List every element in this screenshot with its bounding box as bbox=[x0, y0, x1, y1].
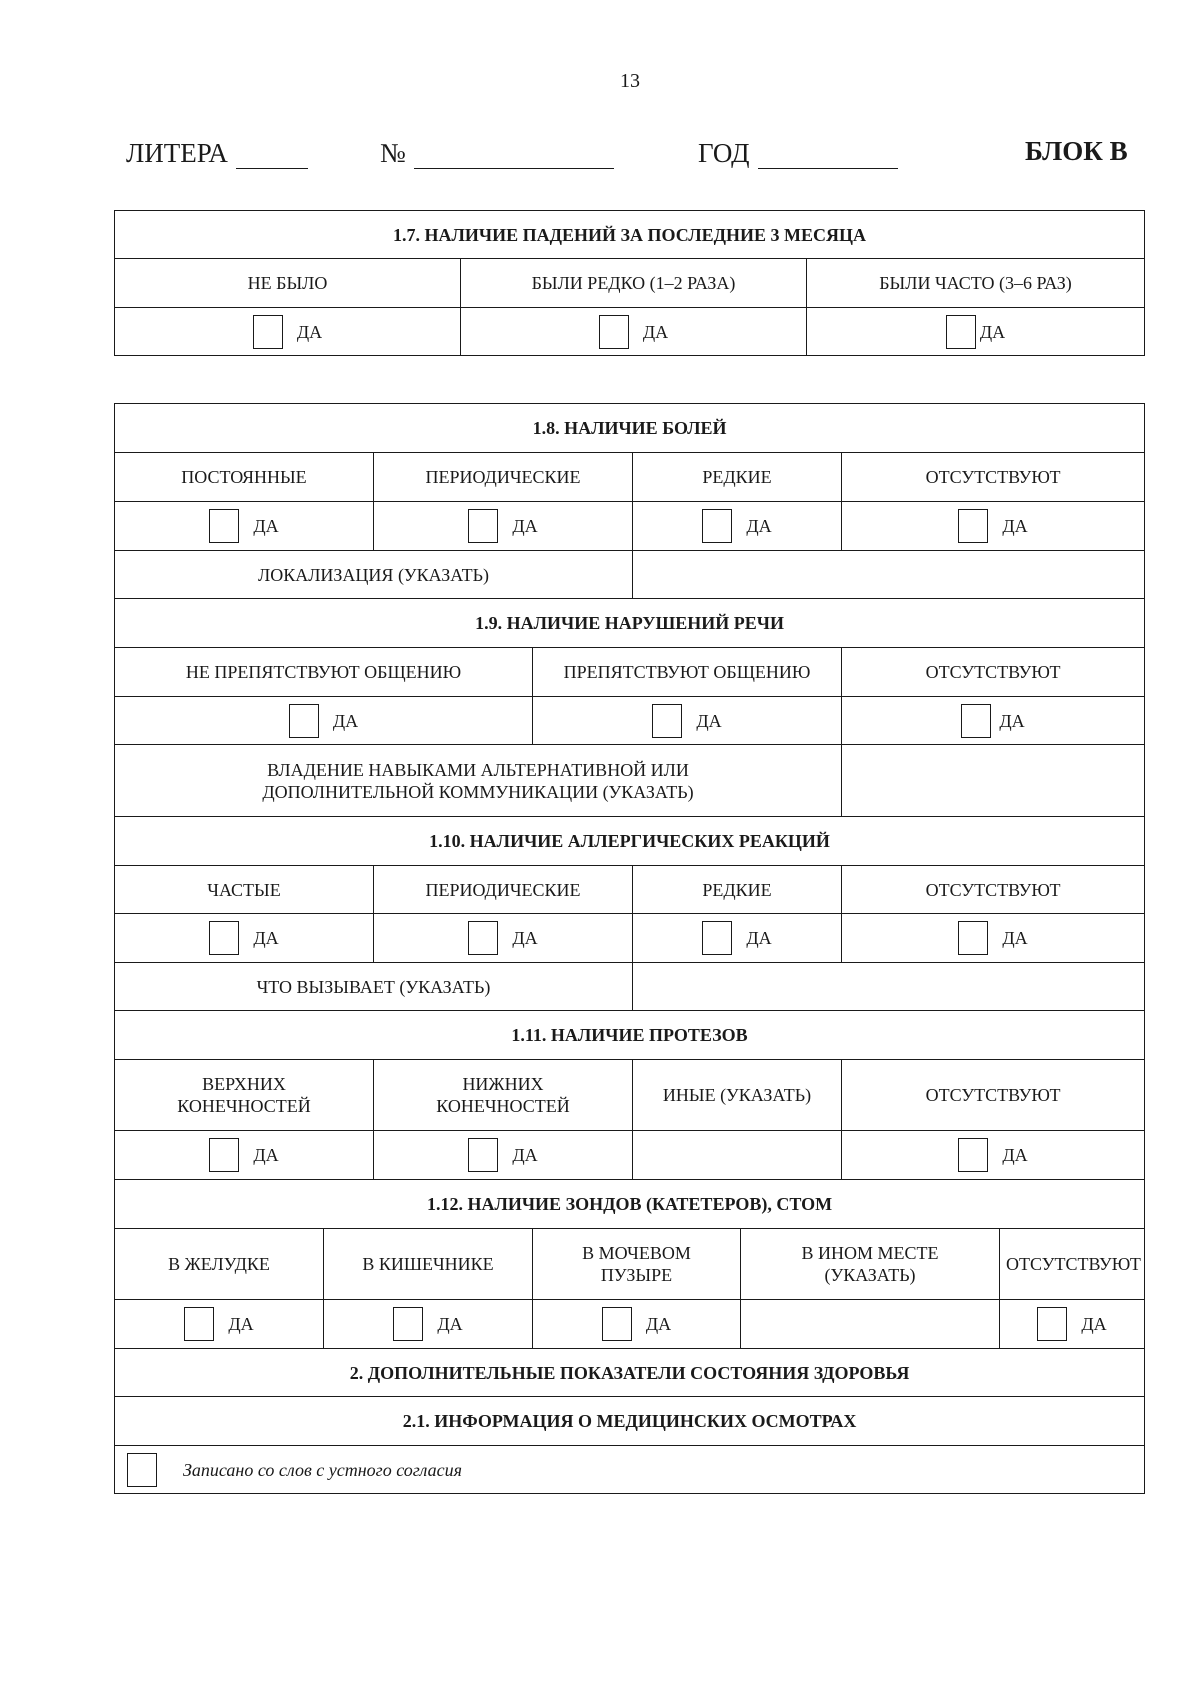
falls-table bbox=[114, 210, 1145, 356]
falls-rare-yes-cell bbox=[461, 308, 807, 356]
allergy-absent-yes-cell bbox=[842, 914, 1145, 963]
yes-label: ДА bbox=[332, 710, 359, 731]
yes-label: ДА bbox=[645, 1314, 672, 1334]
litera-blank[interactable] bbox=[236, 142, 308, 169]
litera-field bbox=[126, 138, 308, 169]
allergy-title: 1.10. НАЛИЧИЕ АЛЛЕРГИЧЕСКИХ РЕАКЦИЙ bbox=[115, 817, 1145, 866]
pain-constant-checkbox[interactable] bbox=[209, 509, 239, 543]
yes-label: ДА bbox=[999, 710, 1025, 731]
probes-bladder-checkbox[interactable] bbox=[602, 1307, 632, 1341]
probes-absent-yes-cell bbox=[1000, 1300, 1145, 1349]
allergy-cause-field[interactable] bbox=[633, 963, 1145, 1011]
yes-label: ДА bbox=[253, 928, 279, 948]
falls-option-rare: БЫЛИ РЕДКО (1–2 РАЗА) bbox=[461, 259, 807, 308]
consent-text: Записано со слов с устного согласия bbox=[183, 1459, 462, 1480]
falls-rare-checkbox[interactable] bbox=[599, 315, 629, 349]
allergy-periodic-checkbox[interactable] bbox=[468, 921, 498, 955]
yes-label: ДА bbox=[296, 321, 323, 342]
probes-stomach-checkbox[interactable] bbox=[184, 1307, 214, 1341]
pain-periodic-yes-cell bbox=[374, 502, 633, 551]
pain-constant-yes-cell bbox=[115, 502, 374, 551]
number-label: № bbox=[380, 138, 406, 168]
falls-none-yes-cell bbox=[115, 308, 461, 356]
speech-hindering-checkbox[interactable] bbox=[652, 704, 682, 738]
probes-other-line1: В ИНОМ МЕСТЕ bbox=[801, 1243, 939, 1263]
probes-option-intestine: В КИШЕЧНИКЕ bbox=[324, 1229, 533, 1300]
probes-absent-checkbox[interactable] bbox=[1037, 1307, 1067, 1341]
probes-bladder-line2: ПУЗЫРЕ bbox=[600, 1265, 673, 1285]
medical-exams-title: 2.1. ИНФОРМАЦИЯ О МЕДИЦИНСКИХ ОСМОТРАХ bbox=[115, 1397, 1145, 1446]
prosthesis-upper-line2: КОНЕЧНОСТЕЙ bbox=[177, 1096, 311, 1116]
probes-option-stomach: В ЖЕЛУДКЕ bbox=[115, 1229, 324, 1300]
yes-label: ДА bbox=[512, 516, 538, 536]
falls-option-frequent: БЫЛИ ЧАСТО (3–6 РАЗ) bbox=[807, 259, 1145, 308]
falls-option-none: НЕ БЫЛО bbox=[115, 259, 461, 308]
probes-other-field[interactable] bbox=[741, 1300, 1000, 1349]
pain-option-rare: РЕДКИЕ bbox=[633, 453, 842, 502]
prosthesis-upper-yes-cell bbox=[115, 1131, 374, 1180]
speech-absent-checkbox[interactable] bbox=[961, 704, 991, 738]
speech-option-hindering: ПРЕПЯТСТВУЮТ ОБЩЕНИЮ bbox=[533, 648, 842, 697]
probes-bladder-yes-cell bbox=[533, 1300, 741, 1349]
pain-localization-field[interactable] bbox=[633, 551, 1145, 599]
yes-label: ДА bbox=[1081, 1314, 1107, 1334]
prosthesis-upper-checkbox[interactable] bbox=[209, 1138, 239, 1172]
pain-absent-checkbox[interactable] bbox=[958, 509, 988, 543]
falls-frequent-yes-cell bbox=[807, 308, 1145, 356]
falls-none-checkbox[interactable] bbox=[253, 315, 283, 349]
allergy-frequent-yes-cell bbox=[115, 914, 374, 963]
alt-communication-label bbox=[115, 745, 842, 817]
prosthesis-option-lower bbox=[374, 1060, 633, 1131]
allergy-option-absent: ОТСУТСТВУЮТ bbox=[842, 866, 1145, 914]
speech-absent-yes-cell bbox=[842, 697, 1145, 745]
prosthesis-absent-yes-cell bbox=[842, 1131, 1145, 1180]
pain-periodic-checkbox[interactable] bbox=[468, 509, 498, 543]
allergy-option-frequent: ЧАСТЫЕ bbox=[115, 866, 374, 914]
falls-title: 1.7. НАЛИЧИЕ ПАДЕНИЙ ЗА ПОСЛЕДНИЕ 3 МЕСЯЦА bbox=[115, 211, 1145, 259]
probes-bladder-line1: В МОЧЕВОМ bbox=[582, 1243, 691, 1263]
yes-label: ДА bbox=[512, 928, 538, 948]
prosthesis-title: 1.11. НАЛИЧИЕ ПРОТЕЗОВ bbox=[115, 1011, 1145, 1060]
prosthesis-absent-checkbox[interactable] bbox=[958, 1138, 988, 1172]
allergy-option-periodic: ПЕРИОДИЧЕСКИЕ bbox=[374, 866, 633, 914]
yes-label: ДА bbox=[746, 516, 772, 536]
yes-label: ДА bbox=[253, 1145, 279, 1165]
speech-option-not-hindering: НЕ ПРЕПЯТСТВУЮТ ОБЩЕНИЮ bbox=[115, 648, 533, 697]
alt-communication-line1: ВЛАДЕНИЕ НАВЫКАМИ АЛЬТЕРНАТИВНОЙ ИЛИ bbox=[267, 759, 689, 780]
page-number: 13 bbox=[620, 70, 640, 92]
prosthesis-lower-checkbox[interactable] bbox=[468, 1138, 498, 1172]
year-blank[interactable] bbox=[758, 142, 898, 169]
speech-hindering-yes-cell bbox=[533, 697, 842, 745]
probes-stomach-yes-cell bbox=[115, 1300, 324, 1349]
additional-indicators-title: 2. ДОПОЛНИТЕЛЬНЫЕ ПОКАЗАТЕЛИ СОСТОЯНИЯ ЗДОРОВЬЯ bbox=[115, 1349, 1145, 1397]
prosthesis-option-upper bbox=[115, 1060, 374, 1131]
speech-option-absent: ОТСУТСТВУЮТ bbox=[842, 648, 1145, 697]
yes-label: ДА bbox=[696, 710, 722, 731]
speech-title: 1.9. НАЛИЧИЕ НАРУШЕНИЙ РЕЧИ bbox=[115, 599, 1145, 648]
prosthesis-option-absent: ОТСУТСТВУЮТ bbox=[842, 1060, 1145, 1131]
allergy-rare-checkbox[interactable] bbox=[702, 921, 732, 955]
probes-intestine-yes-cell bbox=[324, 1300, 533, 1349]
pain-option-constant: ПОСТОЯННЫЕ bbox=[115, 453, 374, 502]
allergy-rare-yes-cell bbox=[633, 914, 842, 963]
allergy-periodic-yes-cell bbox=[374, 914, 633, 963]
speech-not-hindering-yes-cell bbox=[115, 697, 533, 745]
yes-label: ДА bbox=[1002, 516, 1028, 536]
block-label: БЛОК В bbox=[1025, 136, 1128, 166]
prosthesis-other-field[interactable] bbox=[633, 1131, 842, 1180]
pain-option-absent: ОТСУТСТВУЮТ bbox=[842, 453, 1145, 502]
probes-option-other bbox=[741, 1229, 1000, 1300]
allergy-frequent-checkbox[interactable] bbox=[209, 921, 239, 955]
allergy-cause-label: ЧТО ВЫЗЫВАЕТ (УКАЗАТЬ) bbox=[115, 963, 633, 1011]
pain-title: 1.8. НАЛИЧИЕ БОЛЕЙ bbox=[115, 404, 1145, 453]
falls-frequent-checkbox[interactable] bbox=[946, 315, 976, 349]
number-blank[interactable] bbox=[414, 142, 614, 169]
yes-label: ДА bbox=[1002, 1145, 1028, 1165]
yes-label: ДА bbox=[253, 516, 279, 536]
probes-option-bladder bbox=[533, 1229, 741, 1300]
yes-label: ДА bbox=[642, 321, 669, 342]
year-field bbox=[698, 138, 898, 169]
litera-label: ЛИТЕРА bbox=[126, 138, 228, 168]
yes-label: ДА bbox=[228, 1314, 254, 1334]
consent-checkbox[interactable] bbox=[127, 1453, 157, 1487]
number-field bbox=[380, 138, 614, 169]
pain-rare-checkbox[interactable] bbox=[702, 509, 732, 543]
yes-label: ДА bbox=[746, 928, 772, 948]
consent-row bbox=[115, 1446, 1145, 1494]
alt-communication-line2: ДОПОЛНИТЕЛЬНОЙ КОММУНИКАЦИИ (УКАЗАТЬ) bbox=[262, 781, 694, 802]
yes-label: ДА bbox=[1002, 928, 1028, 948]
pain-option-periodic: ПЕРИОДИЧЕСКИЕ bbox=[374, 453, 633, 502]
alt-communication-field[interactable] bbox=[842, 745, 1145, 817]
prosthesis-lower-yes-cell bbox=[374, 1131, 633, 1180]
yes-label: ДА bbox=[979, 321, 1006, 342]
prosthesis-lower-line1: НИЖНИХ bbox=[462, 1074, 544, 1094]
prosthesis-option-other: ИНЫЕ (УКАЗАТЬ) bbox=[633, 1060, 842, 1131]
yes-label: ДА bbox=[437, 1314, 463, 1334]
allergy-absent-checkbox[interactable] bbox=[958, 921, 988, 955]
health-table bbox=[114, 403, 1145, 1494]
probes-intestine-checkbox[interactable] bbox=[393, 1307, 423, 1341]
allergy-option-rare: РЕДКИЕ bbox=[633, 866, 842, 914]
pain-absent-yes-cell bbox=[842, 502, 1145, 551]
pain-localization-label: ЛОКАЛИЗАЦИЯ (УКАЗАТЬ) bbox=[115, 551, 633, 599]
probes-other-line2: (УКАЗАТЬ) bbox=[824, 1265, 916, 1285]
year-label: ГОД bbox=[698, 138, 750, 168]
probes-option-absent: ОТСУТСТВУЮТ bbox=[1000, 1229, 1145, 1300]
probes-title: 1.12. НАЛИЧИЕ ЗОНДОВ (КАТЕТЕРОВ), СТОМ bbox=[115, 1180, 1145, 1229]
prosthesis-lower-line2: КОНЕЧНОСТЕЙ bbox=[436, 1096, 570, 1116]
speech-not-hindering-checkbox[interactable] bbox=[289, 704, 319, 738]
prosthesis-upper-line1: ВЕРХНИХ bbox=[202, 1074, 286, 1094]
yes-label: ДА bbox=[512, 1145, 538, 1165]
pain-rare-yes-cell bbox=[633, 502, 842, 551]
